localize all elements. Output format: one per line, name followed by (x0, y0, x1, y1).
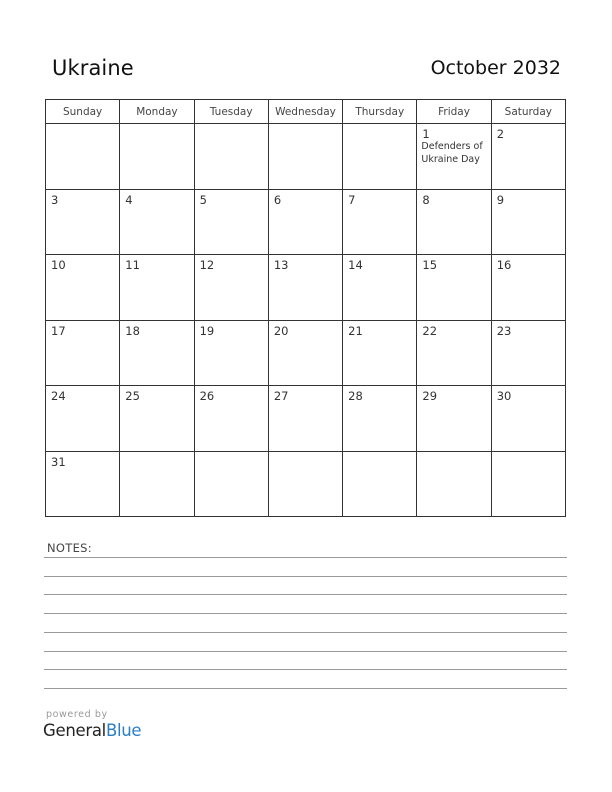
day-cell (194, 189, 268, 255)
day-number: 23 (496, 323, 512, 338)
day-number: 12 (199, 258, 215, 272)
day-number: 28 (348, 389, 363, 403)
day-cell (194, 451, 268, 517)
day-cell (268, 386, 342, 452)
notes-line (44, 669, 567, 670)
notes-line (44, 594, 567, 595)
day-cell (46, 189, 120, 255)
day-number: 6 (273, 192, 282, 207)
day-cell (343, 451, 417, 517)
day-cell (194, 320, 268, 386)
day-number: 15 (422, 258, 438, 272)
day-cell (417, 451, 491, 517)
week-row (46, 320, 566, 386)
day-number: 8 (422, 192, 430, 207)
day-cell (268, 255, 342, 321)
day-cell (46, 451, 120, 517)
day-cell (268, 451, 342, 517)
day-number: 17 (51, 323, 66, 338)
day-cell (343, 386, 417, 452)
day-number: 3 (51, 192, 59, 207)
day-cell (343, 255, 417, 321)
day-number: 7 (348, 192, 356, 207)
day-cell (46, 255, 120, 321)
week-row (46, 189, 566, 255)
day-cell (194, 255, 268, 321)
day-number: 14 (348, 258, 363, 272)
day-number: 20 (273, 323, 289, 338)
day-cell (343, 320, 417, 386)
day-cell (491, 189, 565, 255)
day-cell (343, 124, 417, 190)
day-number: 24 (51, 389, 66, 403)
day-cell (120, 320, 194, 386)
day-number: 13 (273, 258, 289, 272)
powered-by-text: powered by (46, 709, 108, 720)
day-cell (46, 320, 120, 386)
day-number: 18 (125, 323, 140, 338)
weekday-header-row (46, 100, 566, 124)
day-number: 22 (422, 323, 438, 338)
day-number: 10 (51, 258, 66, 272)
day-cell (120, 255, 194, 321)
day-cell (194, 124, 268, 190)
day-number: 4 (125, 192, 133, 207)
day-number: 16 (496, 258, 512, 272)
day-cell (417, 189, 491, 255)
weekday-friday: Friday (417, 100, 491, 124)
day-cell (417, 320, 491, 386)
day-cell (194, 386, 268, 452)
day-cell (120, 386, 194, 452)
day-number: 21 (348, 323, 363, 338)
day-cell (417, 124, 491, 190)
notes-line (44, 576, 567, 577)
day-cell (268, 124, 342, 190)
weekday-sunday: Sunday (46, 100, 120, 124)
weekday-monday: Monday (120, 100, 194, 124)
week-row (46, 124, 566, 190)
day-cell (491, 320, 565, 386)
day-cell (417, 386, 491, 452)
day-cell (491, 255, 565, 321)
day-number: 26 (199, 389, 215, 403)
day-number: 1 (422, 127, 430, 141)
notes-line (44, 651, 567, 652)
day-cell (46, 386, 120, 452)
day-cell (491, 124, 565, 190)
day-cell (491, 386, 565, 452)
day-number: 19 (199, 323, 215, 338)
notes-line (44, 613, 567, 614)
day-number: 27 (273, 389, 289, 403)
day-cell (268, 320, 342, 386)
day-cell (268, 189, 342, 255)
day-cell (417, 255, 491, 321)
day-cell (491, 451, 565, 517)
day-number: 5 (199, 192, 207, 207)
holiday-label: Defenders of Ukraine Day (421, 141, 483, 165)
country-title: Ukraine (52, 56, 134, 80)
month-year-title: October 2032 (430, 57, 561, 79)
generalblue-logo[interactable] (43, 721, 141, 740)
brand-general: General (43, 721, 106, 740)
weekday-wednesday: Wednesday (268, 100, 342, 124)
day-cell (46, 124, 120, 190)
day-number: 2 (496, 127, 505, 141)
day-cell (120, 451, 194, 517)
notes-line (44, 688, 567, 689)
week-row (46, 451, 566, 517)
week-row (46, 386, 566, 452)
weekday-tuesday: Tuesday (194, 100, 268, 124)
weekday-thursday: Thursday (343, 100, 417, 124)
brand-blue: Blue (105, 721, 142, 740)
day-number: 11 (125, 258, 140, 272)
notes-label: NOTES: (47, 541, 92, 555)
day-cell (120, 189, 194, 255)
day-number: 25 (125, 389, 140, 403)
day-number: 30 (496, 389, 512, 403)
day-number: 9 (496, 192, 505, 207)
day-number: 31 (51, 454, 66, 469)
day-number: 29 (422, 389, 438, 403)
notes-line (44, 557, 567, 558)
week-row (46, 255, 566, 321)
day-cell (120, 124, 194, 190)
weekday-saturday: Saturday (491, 100, 565, 124)
day-cell (343, 189, 417, 255)
notes-line (44, 632, 567, 633)
calendar-grid (45, 99, 566, 517)
